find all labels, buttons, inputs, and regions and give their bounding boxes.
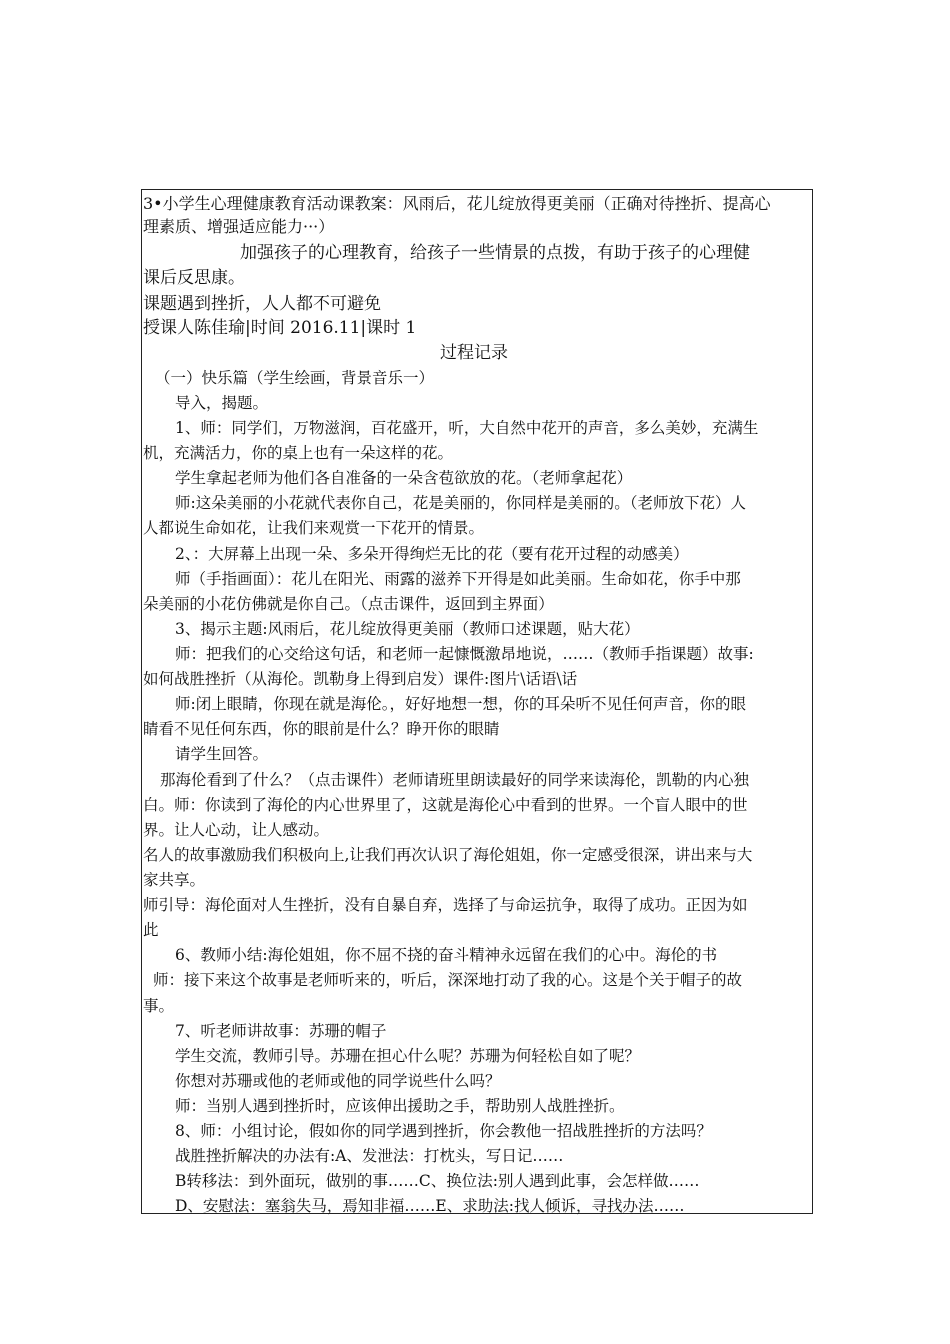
body-line: 师：接下来这个故事是老师听来的，听后，深深地打动了我的心。这是个关于帽子的故 <box>153 971 743 989</box>
body-line: 1、师：同学们，万物滋润，百花盛开，听，大自然中花开的声音，多么美妙，充满生 <box>175 419 759 437</box>
body-line: 名人的故事激励我们积极向上,让我们再次认识了海伦姐姐，你一定感受很深，讲出来与大 <box>143 846 753 864</box>
body-line: 8、师：小组讨论，假如你的同学遇到挫折，你会教他一招战胜挫折的方法吗？ <box>175 1122 712 1140</box>
body-line: 机，充满活力，你的桌上也有一朵这样的花。 <box>143 444 454 462</box>
body-line: 2、：大屏幕上出现一朵、多朵开得绚烂无比的花（要有花开过程的动感美） <box>175 545 689 563</box>
intro-line-2: 课后反思康。 <box>143 268 245 288</box>
body-line: 学生交流，教师引导。苏珊在担心什么呢？苏珊为何轻松自如了呢？ <box>175 1047 641 1065</box>
doc-title-line-1: 3•小学生心理健康教育活动课教案：风雨后，花儿绽放得更美丽（正确对待挫折、提高心 <box>143 194 771 213</box>
body-line: 睛看不见任何东西，你的眼前是什么？睁开你的眼睛 <box>143 720 500 738</box>
body-line: 家共享。 <box>143 871 206 889</box>
body-line: 学生拿起老师为他们各自准备的一朵含苞欲放的花。（老师拿起花） <box>175 469 633 487</box>
body-line: 师（手指画面）：花儿在阳光、雨露的滋养下开得是如此美丽。生命如花，你手中那 <box>175 570 741 588</box>
doc-title-line-2: 理素质、增强适应能力···） <box>143 217 335 236</box>
body-line: 此 <box>143 921 159 939</box>
body-line: 6、教师小结:海伦姐姐，你不屈不挠的奋斗精神永远留在我们的心中。海伦的书 <box>175 946 718 964</box>
body-line: 战胜挫折解决的办法有:A、发泄法：打枕头，写日记…… <box>175 1147 564 1165</box>
body-line: 师:闭上眼睛，你现在就是海伦。，好好地想一想，你的耳朵听不见任何声音，你的眼 <box>175 695 746 713</box>
body-line: （一）快乐篇（学生绘画，背景音乐一） <box>155 369 435 387</box>
body-line: 事。 <box>143 997 175 1015</box>
section-title: 过程记录 <box>440 343 508 363</box>
lesson-meta: 授课人陈佳瑜|时间 2016.11|课时 1 <box>143 318 417 338</box>
body-line: 朵美丽的小花仿佛就是你自己。（点击课件，返回到主界面） <box>143 595 554 613</box>
body-line: 人都说生命如花，让我们来观赏一下花开的情景。 <box>143 519 485 537</box>
body-line: 师：当别人遇到挫折时，应该伸出援助之手，帮助别人战胜挫折。 <box>175 1097 625 1115</box>
body-line: 请学生回答。 <box>175 745 269 763</box>
body-line: 白。师：你读到了海伦的内心世界里了，这就是海伦心中看到的世界。一个盲人眼中的世 <box>143 796 748 814</box>
body-line: B转移法：到外面玩，做别的事……C、换位法:别人遇到此事，会怎样做…… <box>175 1172 700 1190</box>
body-line: 如何战胜挫折（从海伦。凯勒身上得到启发）课件:图片\话语\话 <box>143 670 578 688</box>
body-line: 师：把我们的心交给这句话，和老师一起慷慨激昂地说，……（教师手指课题）故事: <box>175 645 754 663</box>
intro-line-1: 加强孩子的心理教育，给孩子一些情景的点拨，有助于孩子的心理健 <box>240 243 750 263</box>
body-line: 3、揭示主题:风雨后，花儿绽放得更美丽（教师口述课题，贴大花） <box>175 620 640 638</box>
body-line: 师:这朵美丽的小花就代表你自己，花是美丽的，你同样是美丽的。（老师放下花）人 <box>175 494 746 512</box>
body-line: 那海伦看到了什么？（点击课件）老师请班里朗读最好的同学来读海伦，凯勒的内心独 <box>160 771 750 789</box>
body-line: 导入，揭题。 <box>175 394 269 412</box>
body-line: D、安慰法：塞翁失马，焉知非福……E、求助法:找人倾诉，寻找办法…… <box>175 1197 685 1215</box>
lesson-topic: 课题遇到挫折，人人都不可避免 <box>143 294 381 314</box>
body-line: 界。让人心动，让人感动。 <box>143 821 330 839</box>
body-line: 7、听老师讲故事：苏珊的帽子 <box>175 1022 387 1040</box>
body-line: 你想对苏珊或他的老师或他的同学说些什么吗？ <box>175 1072 501 1090</box>
body-line: 师引导：海伦面对人生挫折，没有自暴自弃，选择了与命运抗争，取得了成功。正因为如 <box>143 896 748 914</box>
